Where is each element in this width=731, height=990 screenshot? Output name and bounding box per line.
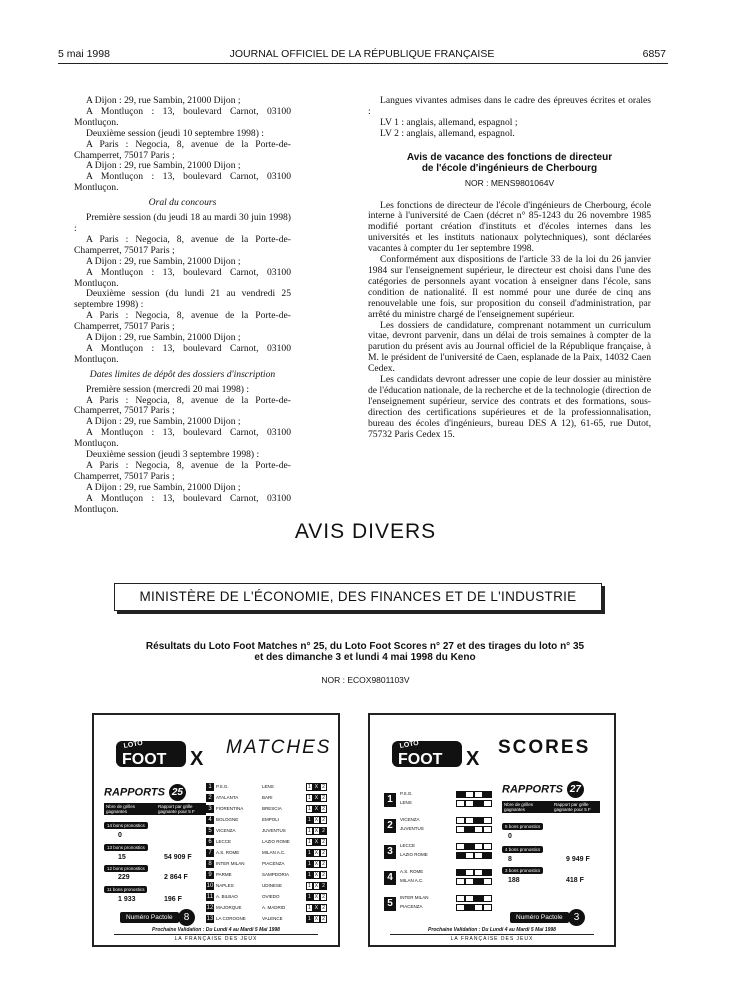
text-line: A Dijon : 29, rue Sambin, 21000 Dijon ; xyxy=(86,332,241,344)
next-validation: Prochaine Validation : Du Lundi 4 au Mardi 5 Mai 1998 xyxy=(428,927,556,933)
vacancy-paragraph-2: Conformément aux dispositions de l'article 33 de la loi du 26 janvier 1984 sur l'enseignement supérieur, le directeur est choisi dans l'une des catégories de personnels ayant vocation à enseigner dans l'école, sans condition de nationalité. Il est nommé pour une durée de cinq ans renouvelable une fois, sur proposition du conseil d'administration, par arrêté du ministre chargé de l'enseignement supérieur. xyxy=(368,254,651,320)
score-match-number: 4 xyxy=(384,871,396,885)
text-line: A Paris : Negocia, 8, avenue de la Porte-de-Champerret, 75017 Paris ; xyxy=(74,310,291,333)
match-row xyxy=(206,827,327,835)
score-match-number: 5 xyxy=(384,897,396,911)
result-cell: 2 xyxy=(322,828,325,834)
match-home-team: MAJORQUE xyxy=(216,905,242,911)
score-cell xyxy=(483,895,492,902)
rapports-number: 27 xyxy=(567,781,584,798)
result-cell: 1 xyxy=(308,861,311,867)
result-cell: 2 xyxy=(322,806,325,812)
match-number: 2 xyxy=(206,794,214,802)
text-line: A Dijon : 29, rue Sambin, 21000 Dijon ; xyxy=(86,481,241,493)
results-title-line-1: Résultats du Loto Foot Matches n° 25, du Loto Foot Scores n° 27 et des tirages du loto n° 35 xyxy=(145,641,585,652)
rank-label: 14 bons pronostics xyxy=(104,822,148,829)
score-cell xyxy=(474,904,483,911)
result-cell: 1 xyxy=(308,872,311,878)
languages-intro: Langues vivantes admises dans le cadre des épreuves écrites et orales : xyxy=(368,95,651,117)
rank-count: 0 xyxy=(508,833,512,840)
match-row xyxy=(206,794,327,802)
result-cell: 2 xyxy=(322,894,325,900)
score-cell xyxy=(465,791,474,798)
match-number: 1 xyxy=(206,783,214,791)
score-cell xyxy=(474,826,483,833)
text-line: A Montluçon : 13, boulevard Carnot, 03100 Montluçon. xyxy=(74,171,291,194)
match-row xyxy=(206,783,327,791)
match-home-team: A.S. ROME xyxy=(216,850,240,856)
match-number: 8 xyxy=(206,860,214,868)
result-cell: 2 xyxy=(322,784,325,790)
score-cell xyxy=(465,800,474,807)
fdj-footer: LA FRANÇAISE DES JEUX xyxy=(114,934,318,942)
score-cell xyxy=(483,817,492,824)
score-cell xyxy=(456,904,465,911)
score-cell xyxy=(456,791,465,798)
right-column xyxy=(368,96,651,440)
score-cell xyxy=(474,817,483,824)
score-cell xyxy=(483,826,492,833)
result-cell: 1 xyxy=(308,795,311,801)
text-line: A Montluçon : 13, boulevard Carnot, 03100 Montluçon. xyxy=(74,427,291,450)
rank-label: 12 bons pronostics xyxy=(104,865,148,872)
match-row xyxy=(206,849,327,857)
score-cell xyxy=(483,904,492,911)
languages-lv1: LV 1 : anglais, allemand, espagnol ; xyxy=(380,116,518,128)
match-home-team: LECCE xyxy=(216,839,232,845)
rank-count: 1 933 xyxy=(118,896,136,903)
text-line: Deuxième session (du lundi 21 au vendredi 25 septembre 1998) : xyxy=(74,288,291,311)
match-row xyxy=(206,893,327,901)
score-cell xyxy=(465,843,474,850)
match-away-team: UDINESE xyxy=(262,883,283,889)
score-match-number: 2 xyxy=(384,819,396,833)
result-cell: X xyxy=(314,806,319,812)
result-cell: 2 xyxy=(322,795,325,801)
text-line: Deuxième session (jeudi 10 septembre 1998) : xyxy=(86,127,264,139)
score-cell xyxy=(465,878,474,885)
score-cell xyxy=(474,843,483,850)
match-row xyxy=(206,860,327,868)
matches-brand: MATCHES xyxy=(226,737,332,758)
rank-count: 229 xyxy=(118,874,130,881)
rapports-head-amount: Rapport par grille gagnante pour 5 F xyxy=(552,801,600,813)
score-cell xyxy=(456,878,465,885)
score-away-team: MILAN A.C. xyxy=(400,878,424,883)
score-cell xyxy=(465,852,474,859)
match-home-team: P.S.G. xyxy=(216,784,229,790)
header-page-number: 6857 xyxy=(642,48,666,60)
result-cell: 1 xyxy=(308,828,311,834)
result-cell: 2 xyxy=(322,817,325,823)
result-cell: 1 xyxy=(308,905,311,911)
rank-label: 5 bons pronostics xyxy=(502,823,543,830)
rapports-heading xyxy=(104,784,186,801)
score-cell xyxy=(474,878,483,885)
result-cell: X xyxy=(314,883,319,889)
score-home-team: A.S. ROME xyxy=(400,869,424,874)
result-cell: 2 xyxy=(322,839,325,845)
text-line: Deuxième session (jeudi 3 septembre 1998) : xyxy=(86,449,260,461)
rank-count: 0 xyxy=(118,832,122,839)
pactole-number: 3 xyxy=(568,909,585,926)
match-number: 10 xyxy=(206,883,214,889)
score-home-team: INTER MILAN xyxy=(400,895,429,900)
score-cell xyxy=(483,791,492,798)
match-row xyxy=(206,915,327,923)
vacancy-title xyxy=(368,152,651,174)
score-grid xyxy=(456,852,492,859)
fdj-footer: LA FRANÇAISE DES JEUX xyxy=(390,934,594,942)
score-cell xyxy=(474,869,483,876)
score-away-team: PIACENZA xyxy=(400,904,423,909)
result-cell: X xyxy=(314,828,319,834)
match-number: 12 xyxy=(206,905,214,911)
score-cell xyxy=(483,878,492,885)
rapports-head-count: Nbre de grilles gagnantes xyxy=(502,801,552,813)
match-away-team: VALENCE xyxy=(262,916,283,922)
score-grid xyxy=(456,817,492,824)
rank-label: 4 bons pronostics xyxy=(502,846,543,853)
score-cell xyxy=(456,826,465,833)
next-validation: Prochaine Validation : Du Lundi 4 au Mardi 5 Mai 1998 xyxy=(152,927,280,933)
rank-amount: 196 F xyxy=(164,896,182,903)
score-grid xyxy=(456,869,492,876)
vacancy-paragraph-1: Les fonctions de directeur de l'école d'ingénieurs de Cherbourg, école interne à l'université de Caen (décret n° 85-1243 du 26 novembre 1985 modifié portant création d'instituts et d'écoles internes dans les universités et les instituts nationaux polytechniques), sont déclarées vacantes à compter du 1er septembre 1998. xyxy=(368,199,651,255)
result-cell: 2 xyxy=(322,872,325,878)
rapports-heading xyxy=(502,781,584,798)
ministry-box: MINISTÈRE DE L'ÉCONOMIE, DES FINANCES ET DE L'INDUSTRIE xyxy=(114,583,602,611)
match-away-team: LAZIO ROME xyxy=(262,839,290,845)
section-subheading: Dates limites de dépôt des dossiers d'inscription xyxy=(89,368,276,380)
text-line: Première session (mercredi 20 mai 1998) : xyxy=(86,383,250,395)
match-home-team: PARME xyxy=(216,872,232,878)
text-line: A Montluçon : 13, boulevard Carnot, 03100 Montluçon. xyxy=(74,105,291,128)
left-column xyxy=(74,96,291,516)
section-subheading: Oral du concours xyxy=(148,197,217,209)
result-cell: X xyxy=(314,817,319,823)
score-cell xyxy=(474,895,483,902)
page-header xyxy=(58,48,666,62)
text-line: A Paris : Negocia, 8, avenue de la Porte-de-Champerret, 75017 Paris ; xyxy=(74,460,291,482)
results-nor: NOR : ECOX9801103V xyxy=(321,675,410,685)
text-line: A Dijon : 29, rue Sambin, 21000 Dijon ; xyxy=(86,95,241,106)
match-number: 7 xyxy=(206,849,214,857)
score-grid xyxy=(456,826,492,833)
score-grid xyxy=(456,791,492,798)
match-away-team: OVIEDO xyxy=(262,894,280,900)
text-line: A Dijon : 29, rue Sambin, 21000 Dijon ; xyxy=(86,160,241,172)
loto-foot-matches-card xyxy=(92,713,340,947)
result-cell: 1 xyxy=(308,839,311,845)
score-cell xyxy=(465,895,474,902)
loto-foot-logo xyxy=(390,731,490,771)
rank-count: 8 xyxy=(508,856,512,863)
score-grid xyxy=(456,895,492,902)
result-cell: 1 xyxy=(308,894,311,900)
result-cell: X xyxy=(314,784,319,790)
match-away-team: BARI xyxy=(262,795,273,801)
match-number: 5 xyxy=(206,827,214,835)
match-away-team: MILAN A.C. xyxy=(262,850,286,856)
header-date: 5 mai 1998 xyxy=(58,48,110,60)
score-away-team: LAZIO ROME xyxy=(400,852,428,857)
result-cell: 1 xyxy=(308,916,311,922)
text-line: A Montluçon : 13, boulevard Carnot, 03100 Montluçon. xyxy=(74,342,291,365)
match-row xyxy=(206,871,327,879)
score-grid xyxy=(456,843,492,850)
scores-brand: SCORES xyxy=(498,737,591,758)
match-away-team: BRESCIA xyxy=(262,806,282,812)
match-number: 9 xyxy=(206,871,214,879)
rapports-head-count: Nbre de grilles gagnantes xyxy=(104,803,156,815)
rapports-label: RAPPORTS xyxy=(104,786,165,799)
score-cell xyxy=(456,817,465,824)
languages-lv2: LV 2 : anglais, allemand, espagnol. xyxy=(380,127,515,139)
header-journal-title: JOURNAL OFFICIEL DE LA RÉPUBLIQUE FRANÇAISE xyxy=(229,48,495,60)
score-grid xyxy=(456,878,492,885)
match-number: 11 xyxy=(206,894,214,900)
vacancy-paragraph-4: Les candidats devront adresser une copie de leur dossier au ministère de l'éducation nationale, de la recherche et de la technologie (direction de l'enseignement supérieur, service des contrats et des formations, sous-direction des certifications supérieures et de la professionnalisation, bureau des écoles d'ingénieurs, bureau DES A 12), 61-65, rue Dutot, 75732 Paris Cedex 15. xyxy=(368,374,651,440)
rank-count: 15 xyxy=(118,854,126,861)
rank-label: 13 bons pronostics xyxy=(104,844,148,851)
vacancy-paragraph-3: Les dossiers de candidature, comprenant notamment un curriculum vitae, devront parvenir, dans un délai de trois semaines à compter de la parution du présent avis au Journal officiel de la République française, à M. le président de l'université de Caen, esplanade de la Paix, 14032 Caen Cedex. xyxy=(368,319,651,375)
result-cell: 1 xyxy=(308,784,311,790)
pactole-label: Numéro Pactole xyxy=(510,912,569,923)
logo-loto-text: LOTO xyxy=(399,739,420,750)
match-number: 6 xyxy=(206,838,214,846)
vacancy-nor: NOR : MENS9801064V xyxy=(464,177,555,188)
match-home-team: A. BILBAO xyxy=(216,894,238,900)
score-cell xyxy=(456,895,465,902)
text-line: A Dijon : 29, rue Sambin, 21000 Dijon ; xyxy=(86,255,241,267)
result-cell: X xyxy=(314,905,319,911)
pactole-number: 8 xyxy=(178,909,195,926)
svg-text:X: X xyxy=(466,748,480,770)
rank-count: 188 xyxy=(508,877,520,884)
avis-divers-heading: AVIS DIVERS xyxy=(294,520,437,543)
result-cell: 1 xyxy=(308,817,311,823)
score-cell xyxy=(456,852,465,859)
result-cell: 1 xyxy=(308,850,311,856)
score-cell xyxy=(456,843,465,850)
rank-label: 3 bons pronostics xyxy=(502,867,543,874)
result-cell: 2 xyxy=(322,861,325,867)
rank-amount: 2 864 F xyxy=(164,874,188,881)
match-home-team: VICENZA xyxy=(216,828,236,834)
score-cell xyxy=(483,843,492,850)
score-cell xyxy=(483,869,492,876)
result-cell: 2 xyxy=(322,905,325,911)
score-match-number: 3 xyxy=(384,845,396,859)
result-cell: 2 xyxy=(322,916,325,922)
score-grid xyxy=(456,800,492,807)
result-cell: X xyxy=(314,872,319,878)
score-cell xyxy=(474,852,483,859)
score-away-team: JUVENTUS xyxy=(400,826,424,831)
result-cell: X xyxy=(314,916,319,922)
rank-label: 11 bons pronostics xyxy=(104,886,147,893)
text-line: Première session (du jeudi 18 au mardi 30 juin 1998) : xyxy=(74,212,291,234)
rank-amount: 9 949 F xyxy=(566,856,590,863)
score-away-team: LENS xyxy=(400,800,412,805)
score-cell xyxy=(465,904,474,911)
score-cell xyxy=(465,817,474,824)
loto-foot-logo xyxy=(114,731,214,771)
score-cell xyxy=(456,869,465,876)
match-away-team: A. MADRID xyxy=(262,905,286,911)
result-cell: 1 xyxy=(308,806,311,812)
vacancy-title-line-1: Avis de vacance des fonctions de directeur xyxy=(406,151,613,163)
match-home-team: LA COROGNE xyxy=(216,916,246,922)
text-line: A Paris : Negocia, 8, avenue de la Porte-de-Champerret, 75017 Paris ; xyxy=(74,138,291,161)
score-match-number: 1 xyxy=(384,793,396,807)
match-row xyxy=(206,805,327,813)
text-line: A Dijon : 29, rue Sambin, 21000 Dijon ; xyxy=(86,416,241,428)
text-line: A Paris : Negocia, 8, avenue de la Porte-de-Champerret, 75017 Paris ; xyxy=(74,233,291,256)
score-home-team: P.S.G. xyxy=(400,791,413,796)
svg-text:X: X xyxy=(190,748,204,770)
vacancy-title-line-2: de l'école d'ingénieurs de Cherbourg xyxy=(421,162,598,174)
match-number: 13 xyxy=(206,916,214,922)
logo-foot-text: FOOT xyxy=(398,751,443,768)
logo-loto-text: LOTO xyxy=(123,739,144,750)
match-home-team: FIORENTINA xyxy=(216,806,244,812)
result-cell: X xyxy=(314,850,319,856)
score-cell xyxy=(465,869,474,876)
match-home-team: NAPLES xyxy=(216,883,234,889)
match-home-team: BOLOGNE xyxy=(216,817,239,823)
match-away-team: EMPOLI xyxy=(262,817,280,823)
match-number: 3 xyxy=(206,805,214,813)
score-grid xyxy=(456,904,492,911)
logo-foot-text: FOOT xyxy=(122,751,167,768)
rapports-head-amount: Rapport par grille gagnante pour 5 F xyxy=(156,803,206,815)
rank-amount: 418 F xyxy=(566,877,584,884)
header-rule xyxy=(58,63,668,64)
result-cell: X xyxy=(314,839,319,845)
rapports-number: 25 xyxy=(169,784,186,801)
match-away-team: JUVENTUS xyxy=(262,828,286,834)
result-cell: 2 xyxy=(322,850,325,856)
pactole-label: Numéro Pactole xyxy=(120,912,179,923)
score-cell xyxy=(474,791,483,798)
score-cell xyxy=(483,852,492,859)
score-cell xyxy=(465,826,474,833)
text-line: A Montluçon : 13, boulevard Carnot, 03100 Montluçon. xyxy=(74,266,291,289)
match-away-team: LENS xyxy=(262,784,274,790)
rapports-label: RAPPORTS xyxy=(502,783,563,796)
loto-foot-scores-card xyxy=(368,713,616,947)
score-cell xyxy=(456,800,465,807)
text-line: A Montluçon : 13, boulevard Carnot, 03100 Montluçon. xyxy=(74,492,291,515)
match-number: 4 xyxy=(206,816,214,824)
match-row xyxy=(206,816,327,824)
results-title xyxy=(100,641,630,663)
match-away-team: SAMPDORIA xyxy=(262,872,290,878)
rank-amount: 54 909 F xyxy=(164,854,192,861)
match-home-team: ATALANTA xyxy=(216,795,239,801)
results-title-line-2: et des dimanche 3 et lundi 4 mai 1998 du Keno xyxy=(254,652,476,663)
result-cell: X xyxy=(314,795,319,801)
match-row xyxy=(206,904,327,912)
score-cell xyxy=(474,800,483,807)
match-home-team: INTER MILAN xyxy=(216,861,245,867)
match-row xyxy=(206,838,327,846)
match-away-team: PIACENZA xyxy=(262,861,285,867)
text-line: A Paris : Negocia, 8, avenue de la Porte-de-Champerret, 75017 Paris ; xyxy=(74,394,291,417)
result-cell: X xyxy=(314,861,319,867)
score-home-team: VICENZA xyxy=(400,817,420,822)
score-cell xyxy=(483,800,492,807)
match-row xyxy=(206,882,327,890)
result-cell: 1 xyxy=(308,883,311,889)
result-cell: X xyxy=(314,894,319,900)
result-cell: 2 xyxy=(322,883,325,889)
score-home-team: LECCE xyxy=(400,843,416,848)
